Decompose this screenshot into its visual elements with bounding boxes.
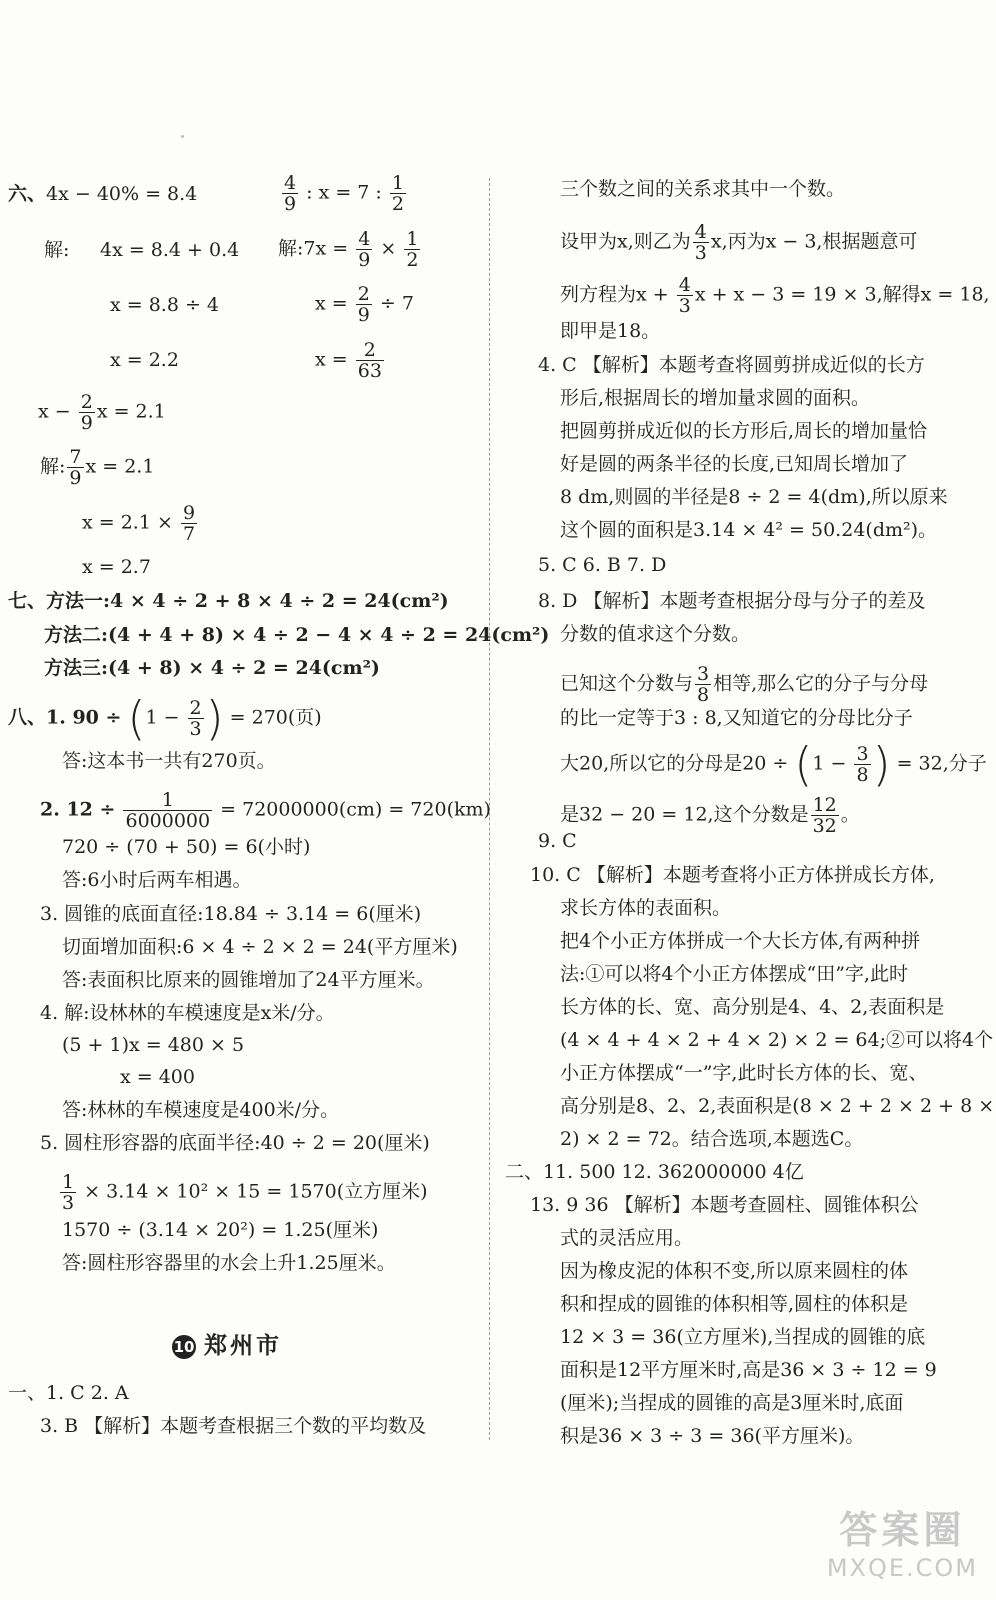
q13-line7: (厘米);当捏成的圆锥的高是3厘米时,底面 — [560, 1392, 904, 1414]
proportion-line3: x = $\frac{2}{63}$ — [315, 339, 382, 382]
q13-line6: 面积是12平方厘米时,高是36 × 3 ÷ 12 = 9 — [560, 1359, 937, 1381]
z-section1: 一、1. C 2. A — [8, 1382, 129, 1404]
fraction: $\frac{1}{3}$ — [62, 1171, 75, 1214]
fraction: $\frac{1}{2}$ — [391, 172, 404, 215]
s6-line2: x = 8.8 ÷ 4 — [110, 294, 220, 316]
r-line3: 列方程为x + $\frac{4}{3}$ x + x − 3 = 19 × 3,解得x = 18, — [560, 274, 990, 317]
eq3-line3: x = 2.7 — [82, 556, 151, 578]
s7-method2: 方法二:(4 + 4 + 8) × 4 ÷ 2 − 4 × 4 ÷ 2 = 24(cm²) — [44, 624, 550, 646]
q13-line3: 因为橡皮泥的体积不变,所以原来圆柱的体 — [560, 1260, 909, 1282]
fraction: $\frac{12}{32}$ — [812, 794, 837, 837]
s8-q5-line1: 5. 圆柱形容器的底面半径:40 ÷ 2 = 20(厘米) — [40, 1132, 430, 1154]
fraction: $\frac{2}{3}$ — [189, 697, 202, 740]
fraction: $\frac{4}{9}$ — [358, 228, 371, 271]
eq3-line2: x = 2.1 × $\frac{9}{7}$ — [82, 502, 196, 545]
q4-line6: 这个圆的面积是3.14 × 4² = 50.24(dm²)。 — [560, 519, 938, 541]
scan-speck — [181, 135, 184, 138]
q10-line3: 把4个小正方体拼成一个大长方体,有两种拼 — [560, 930, 921, 952]
fraction: $\frac{4}{3}$ — [694, 221, 707, 264]
fraction: $\frac{2}{63}$ — [357, 339, 382, 382]
fraction: $\frac{2}{9}$ — [357, 283, 370, 326]
s7-method3: 方法三:(4 + 8) × 4 ÷ 2 = 24(cm²) — [44, 657, 380, 679]
q10-line7: 小正方体摆成“一”字,此时长方体的长、宽、 — [560, 1062, 928, 1084]
watermark-logo: 答案圈 MXQE.COM — [826, 1508, 978, 1582]
z-q3: 3. B 【解析】本题考查根据三个数的平均数及 — [40, 1415, 427, 1437]
s7-method1: 七、方法一:4 × 4 ÷ 2 + 8 × 4 ÷ 2 = 24(cm²) — [8, 590, 449, 612]
q10-line9: 2) × 2 = 72。结合选项,本题选C。 — [560, 1128, 864, 1150]
s8-q4-answer: 答:林林的车模速度是400米/分。 — [62, 1099, 340, 1121]
q10-line2: 求长方体的表面积。 — [560, 897, 732, 919]
q13-line4: 积和捏成的圆锥的体积相等,圆柱的体积是 — [560, 1293, 909, 1315]
s8-q2-answer: 答:6小时后两车相遇。 — [62, 869, 252, 891]
q8-line5: 大20,所以它的分母是20 ÷ (1 − $\frac{3}{8}$ ) = 32,分子 — [560, 737, 987, 792]
q8-line6: 是32 − 20 = 12,这个分数是 $\frac{12}{32}$ 。 — [560, 794, 860, 837]
q13-line1: 13. 9 36 【解析】本题考查圆柱、圆锥体积公 — [530, 1194, 919, 1216]
q10-line4: 法:①可以将4个小正方体摆成“田”字,此时 — [560, 963, 908, 985]
s8-q1-answer: 答:这本书一共有270页。 — [62, 750, 276, 772]
q4-line4: 好是圆的两条半径的长度,已知周长增加了 — [560, 453, 909, 475]
q8-line4: 的比一定等于3 : 8,又知道它的分母比分子 — [560, 707, 913, 729]
q4-line5: 8 dm,则圆的半径是8 ÷ 2 = 4(dm),所以原来 — [560, 486, 948, 508]
q4-line2: 形后,根据周长的增加量求圆的面积。 — [560, 387, 871, 409]
s8-q3-line2: 切面增加面积:6 × 4 ÷ 2 × 2 = 24(平方厘米) — [62, 936, 458, 958]
fraction: $\frac{3}{8}$ — [697, 663, 710, 706]
q13-line8: 积是36 × 3 ÷ 3 = 36(平方厘米)。 — [560, 1425, 865, 1447]
proportion-line2: x = $\frac{2}{9}$ ÷ 7 — [315, 283, 414, 326]
fraction: $\frac{7}{9}$ — [69, 446, 82, 489]
proportion-line1: 解:7x = $\frac{4}{9}$ × $\frac{1}{2}$ — [278, 228, 419, 271]
q8-line3: 已知这个分数与 $\frac{3}{8}$ 相等,那么它的分子与分母 — [560, 663, 929, 706]
s6-equation1: 六、4x − 40% = 8.4 — [8, 183, 198, 205]
s8-q2: 2. 12 ÷ $\frac{1}{6000000}$ = 72000000(cm) = 720(km) — [40, 789, 491, 832]
proportion-equation: $\frac{4}{9}$ : x = 7 : $\frac{1}{2}$ — [284, 172, 404, 215]
q10-line5: 长方体的长、宽、高分别是4、4、2,表面积是 — [560, 996, 945, 1018]
fraction: $\frac{2}{9}$ — [80, 391, 93, 434]
q4-line1: 4. C 【解析】本题考查将圆剪拼成近似的长方 — [538, 354, 925, 376]
s8-q5-answer: 答:圆柱形容器里的水会上升1.25厘米。 — [62, 1252, 396, 1274]
s6-line1: 4x = 8.4 + 0.4 — [100, 239, 240, 261]
q10-line1: 10. C 【解析】本题考查将小正方体拼成长方体, — [530, 864, 935, 886]
r-line4: 即甲是18。 — [560, 320, 661, 342]
q13-line2: 式的灵活应用。 — [560, 1227, 694, 1249]
s8-q3-line1: 3. 圆锥的底面直径:18.84 ÷ 3.14 = 6(厘米) — [40, 903, 422, 925]
s8-q4-line1: 4. 解:设林林的车模速度是x米/分。 — [40, 1002, 335, 1024]
number-badge: 10 — [172, 1335, 196, 1359]
section-heading: 10 郑州市 — [173, 1332, 282, 1359]
q10-line8: 高分别是8、2、2,表面积是(8 × 2 + 2 × 2 + 8 × — [560, 1095, 995, 1117]
s8-q3-answer: 答:表面积比原来的圆锥增加了24平方厘米。 — [62, 969, 435, 991]
s2-q11-q12: 二、11. 500 12. 362000000 4亿 — [505, 1161, 804, 1183]
s8-q5-line3: 1570 ÷ (3.14 × 20²) = 1.25(厘米) — [62, 1219, 379, 1241]
fraction: $\frac{4}{9}$ — [284, 172, 297, 215]
q13-line5: 12 × 3 = 36(立方厘米),当捏成的圆锥的底 — [560, 1326, 926, 1348]
s8-q1: 八、1. 90 ÷ (1 − $\frac{2}{3}$ ) = 270(页) — [8, 691, 322, 746]
q4-line3: 把圆剪拼成近似的长方形后,周长的增加量恰 — [560, 420, 928, 442]
s6-line3: x = 2.2 — [110, 349, 179, 371]
s8-q4-line2: (5 + 1)x = 480 × 5 — [62, 1034, 245, 1056]
s6-solution-label: 解: — [44, 239, 70, 261]
q9: 9. C — [538, 830, 577, 852]
r-line1: 三个数之间的关系求其中一个数。 — [560, 178, 846, 200]
eq3-line: x − $\frac{2}{9}$ x = 2.1 — [38, 391, 166, 434]
q10-line6: (4 × 4 + 4 × 2 + 4 × 2) × 2 = 64;②可以将4个 — [560, 1029, 994, 1051]
q5-q7: 5. C 6. B 7. D — [538, 554, 667, 576]
s8-q4-line3: x = 400 — [120, 1066, 195, 1088]
s8-q2-line2: 720 ÷ (70 + 50) = 6(小时) — [62, 836, 311, 858]
eq3-solution: 解: $\frac{7}{9}$ x = 2.1 — [40, 446, 155, 489]
r-line2: 设甲为x,则乙为 $\frac{4}{3}$ x,丙为x − 3,根据题意可 — [560, 221, 918, 264]
fraction: $\frac{9}{7}$ — [182, 502, 196, 545]
fraction: $\frac{1}{6000000}$ — [125, 789, 211, 832]
fraction: $\frac{4}{3}$ — [678, 274, 691, 317]
q8-line1: 8. D 【解析】本题考查根据分母与分子的差及 — [538, 590, 926, 612]
fraction: $\frac{1}{2}$ — [406, 228, 419, 271]
fraction: $\frac{3}{8}$ — [856, 743, 869, 786]
q8-line2: 分数的值求这个分数。 — [560, 623, 751, 645]
s8-q5-line2: $\frac{1}{3}$ × 3.14 × 10² × 15 = 1570(立方厘米) — [62, 1171, 428, 1214]
